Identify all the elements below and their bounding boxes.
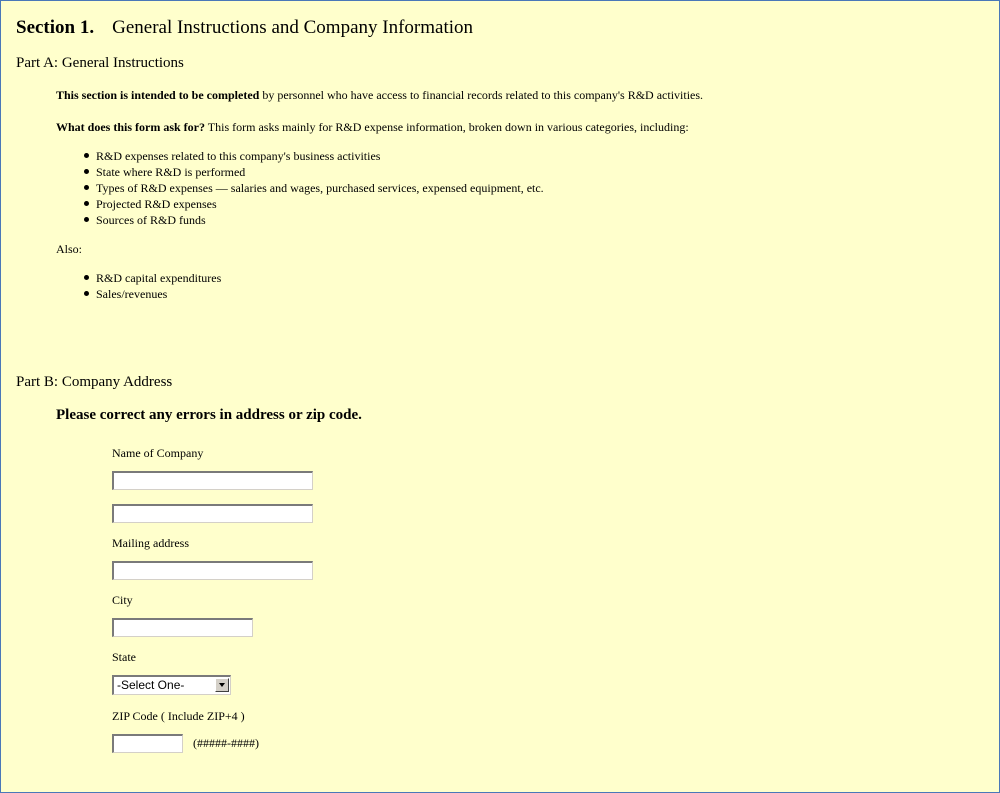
- expense-list: [82, 148, 544, 228]
- mailing-address-input[interactable]: [112, 561, 313, 580]
- mailing-address-label: Mailing address: [112, 536, 189, 550]
- state-select[interactable]: [112, 675, 231, 695]
- list-item: Projected R&D expenses: [82, 196, 544, 212]
- question-paragraph: [56, 120, 689, 135]
- also-list: [82, 270, 221, 302]
- state-label: State: [112, 650, 136, 664]
- section-title: General Instructions and Company Information: [112, 17, 474, 38]
- question-bold: What does this form ask for?: [56, 120, 205, 134]
- also-label: Also:: [56, 242, 83, 256]
- city-input[interactable]: [112, 618, 253, 637]
- part-b-title: Part B: Company Address: [16, 374, 173, 390]
- intro-text: by personnel who have access to financial records related to this company's R&D activities.: [259, 88, 704, 102]
- company-name-input[interactable]: [112, 471, 313, 490]
- company-name-line2-input[interactable]: [112, 504, 313, 523]
- address-instruction: Please correct any errors in address or zip code.: [56, 407, 362, 423]
- section-number: Section 1.: [16, 17, 95, 38]
- part-a-title: Part A: General Instructions: [16, 55, 184, 71]
- chevron-down-icon[interactable]: [215, 678, 229, 692]
- intro-paragraph: [56, 88, 703, 103]
- zip-input[interactable]: [112, 734, 183, 753]
- list-item: Sources of R&D funds: [82, 212, 544, 228]
- state-selected-value: -Select One-: [117, 678, 185, 692]
- zip-format-hint: (#####-####): [193, 736, 259, 750]
- list-item: Sales/revenues: [82, 286, 221, 302]
- company-name-label: Name of Company: [112, 446, 204, 460]
- section-heading: [16, 17, 473, 39]
- city-label: City: [112, 593, 133, 607]
- list-item: R&D expenses related to this company's business activities: [82, 148, 544, 164]
- list-item: Types of R&D expenses — salaries and wages, purchased services, expensed equipment, etc.: [82, 180, 544, 196]
- list-item: R&D capital expenditures: [82, 270, 221, 286]
- question-text: This form asks mainly for R&D expense information, broken down in various categories, including:: [205, 120, 689, 134]
- list-item: State where R&D is performed: [82, 164, 544, 180]
- intro-bold: This section is intended to be completed: [56, 88, 260, 102]
- zip-label: ZIP Code ( Include ZIP+4 ): [112, 709, 245, 723]
